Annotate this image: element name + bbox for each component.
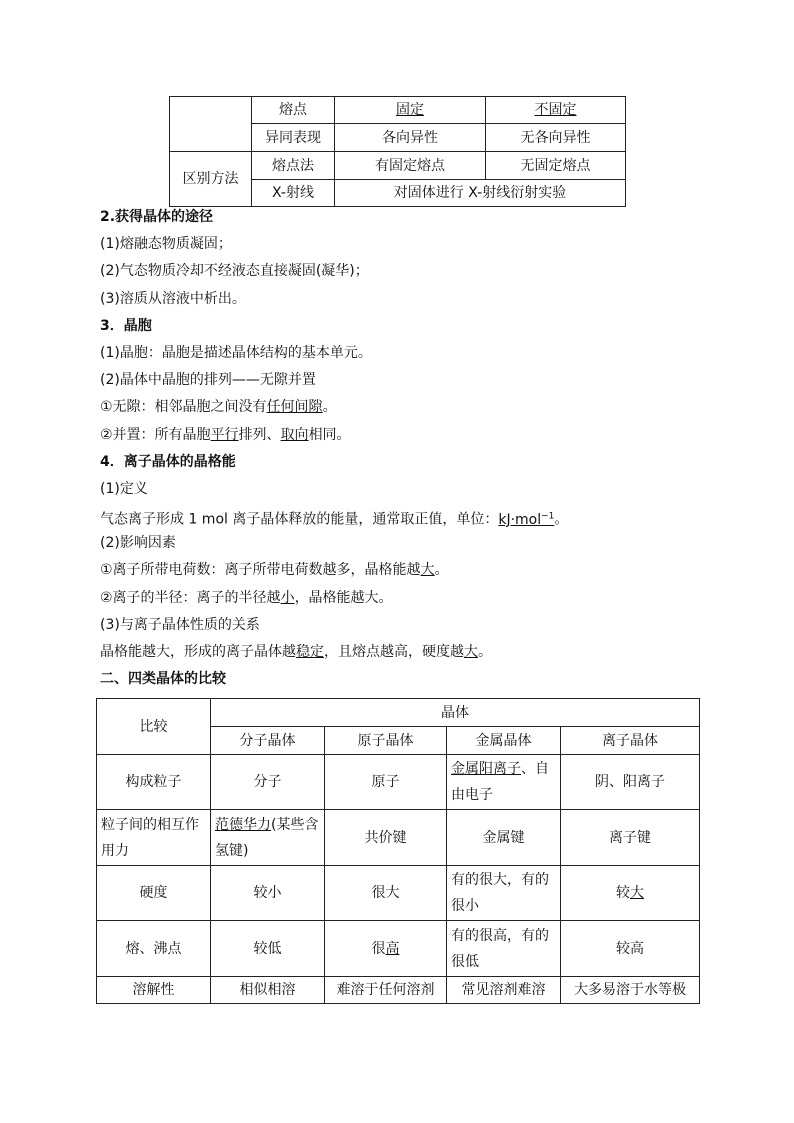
text-seg: ②离子的半径：离子的半径越 xyxy=(100,589,281,606)
t1-xray-label: X-射线 xyxy=(252,180,335,207)
t1-fixed-cell xyxy=(335,97,486,124)
t2-cell: 常见溶剂难溶 xyxy=(447,977,561,1004)
t2-col-molecular: 分子晶体 xyxy=(211,727,325,755)
text-seg: 较 xyxy=(616,885,630,901)
answer-blank: 大 xyxy=(464,644,478,660)
section-2-item-2: (2)气态物质冷却不经液态直接凝固(凝华)； xyxy=(100,263,369,280)
text-seg: ，晶格能越大。 xyxy=(294,589,393,606)
t2-cell: 有的很大，有的很小 xyxy=(447,866,561,921)
t1-melting-label: 熔点 xyxy=(252,97,335,124)
t2-cell: 很大 xyxy=(325,866,447,921)
section-2-title: 2.获得晶体的途径 xyxy=(100,209,214,225)
section-2-item-1: (1)熔融态物质凝固； xyxy=(100,236,232,253)
crystal-vs-amorphous-table xyxy=(169,96,626,207)
section-4-item-3: (2)影响因素 xyxy=(100,535,176,552)
text-seg: ②并置：所有晶胞 xyxy=(100,426,211,443)
t1-diff-label: 异同表现 xyxy=(252,124,335,152)
t2-cell: 相似相溶 xyxy=(211,977,325,1004)
t2-cell: 阴、阳离子 xyxy=(561,755,700,810)
text-seg: 。 xyxy=(478,644,492,660)
text-seg: ①无隙：相邻晶胞之间没有 xyxy=(100,399,267,416)
answer-blank: 大 xyxy=(630,885,644,901)
t2-cell: 分子 xyxy=(211,755,325,810)
four-crystals-comparison-table xyxy=(96,698,700,1004)
text-seg: 。 xyxy=(322,399,337,416)
text-seg: (某些含氢键) xyxy=(215,816,319,859)
answer-blank: 取向 xyxy=(280,426,309,443)
t2-cell: 较低 xyxy=(211,921,325,977)
section-4-item-7 xyxy=(100,639,740,666)
t2-row-label: 熔、沸点 xyxy=(97,921,211,977)
answer-blank xyxy=(498,512,554,528)
section-4-item-4 xyxy=(100,557,740,584)
t2-cell: 原子 xyxy=(325,755,447,810)
t2-row-label: 硬度 xyxy=(97,866,211,921)
answer-blank: 任何间隙 xyxy=(266,399,323,416)
t2-cell: 有的很高，有的很低 xyxy=(447,921,561,977)
t1-fixed: 固定 xyxy=(396,102,424,118)
answer-blank: 范德华力 xyxy=(215,816,271,833)
answer-blank: 金属阳离子 xyxy=(451,761,521,777)
text-seg: 很 xyxy=(371,940,386,957)
unit-text: kJ·mol xyxy=(498,511,542,528)
t1-no-fixed-mp: 无固定熔点 xyxy=(486,152,626,180)
section-4-definition xyxy=(100,503,740,530)
t2-col-ionic: 离子晶体 xyxy=(561,727,700,755)
t2-cell xyxy=(447,755,561,810)
answer-blank: 小 xyxy=(280,589,295,606)
t2-cell: 较高 xyxy=(561,921,700,977)
text-seg: ，且熔点越高，硬度越 xyxy=(324,644,464,660)
answer-blank: 高 xyxy=(385,940,400,957)
section-3-item-4 xyxy=(100,422,740,449)
t1-method-label: 区别方法 xyxy=(170,152,252,207)
t2-cell: 共价键 xyxy=(325,810,447,866)
text-seg: 、自由电子 xyxy=(451,761,549,803)
section-4-item-5 xyxy=(100,585,740,612)
section-4-item-6: (3)与离子晶体性质的关系 xyxy=(100,616,260,633)
text-seg: 气态离子形成 1 mol 离子晶体释放的能量，通常取正值，单位： xyxy=(100,511,499,528)
text-seg: ①离子所带电荷数：离子所带电荷数越多，晶格能越 xyxy=(100,562,421,579)
t2-row-label: 粒子间的相互作用力 xyxy=(97,810,211,866)
section-4-title: 4．离子晶体的晶格能 xyxy=(100,453,236,470)
t1-xray-desc: 对固体进行 X-射线衍射实验 xyxy=(335,180,626,207)
t1-melting-method: 熔点法 xyxy=(252,152,335,180)
t1-unfixed: 不固定 xyxy=(534,102,577,118)
section-4-item-1: (1)定义 xyxy=(100,480,148,497)
section-2-item-3: (3)溶质从溶液中析出。 xyxy=(100,290,246,307)
t2-cell xyxy=(561,866,700,921)
t1-blank-cell xyxy=(170,97,252,152)
text-seg: 晶格能越大，形成的离子晶体越 xyxy=(100,644,296,660)
answer-blank: 稳定 xyxy=(296,644,324,660)
t1-anisotropy: 各向异性 xyxy=(335,124,486,152)
text-seg: 排列、 xyxy=(238,426,281,443)
text-seg: 相同。 xyxy=(308,426,351,443)
t2-cell: 离子键 xyxy=(561,810,700,866)
text-seg: 。 xyxy=(554,511,569,528)
answer-blank: 大 xyxy=(420,562,435,579)
unit-exponent: −1 xyxy=(541,511,555,522)
t2-crystal-header: 晶体 xyxy=(211,699,700,727)
t2-cell: 大多易溶于水等极 xyxy=(561,977,700,1004)
t2-cell: 难溶于任何溶剂 xyxy=(325,977,447,1004)
section-5-title: 二、四类晶体的比较 xyxy=(100,671,226,688)
t2-col-atomic: 原子晶体 xyxy=(325,727,447,755)
t1-has-fixed-mp: 有固定熔点 xyxy=(335,152,486,180)
section-3-title: 3．晶胞 xyxy=(100,317,152,334)
t2-compare-header: 比较 xyxy=(97,699,211,755)
section-3-item-1: (1)晶胞：晶胞是描述晶体结构的基本单元。 xyxy=(100,344,372,361)
t2-cell xyxy=(211,810,325,866)
t1-unfixed-cell xyxy=(486,97,626,124)
t2-cell: 金属键 xyxy=(447,810,561,866)
t1-isotropy: 无各向异性 xyxy=(486,124,626,152)
t2-row-label: 构成粒子 xyxy=(97,755,211,810)
t2-cell: 较小 xyxy=(211,866,325,921)
t2-cell xyxy=(325,921,447,977)
answer-blank: 平行 xyxy=(210,426,239,443)
section-3-item-3 xyxy=(100,394,740,421)
text-seg: 。 xyxy=(434,562,449,579)
t2-col-metallic: 金属晶体 xyxy=(447,727,561,755)
t2-row-label: 溶解性 xyxy=(97,977,211,1004)
text-body xyxy=(100,204,740,693)
section-3-item-2: (2)晶体中晶胞的排列——无隙并置 xyxy=(100,372,316,389)
